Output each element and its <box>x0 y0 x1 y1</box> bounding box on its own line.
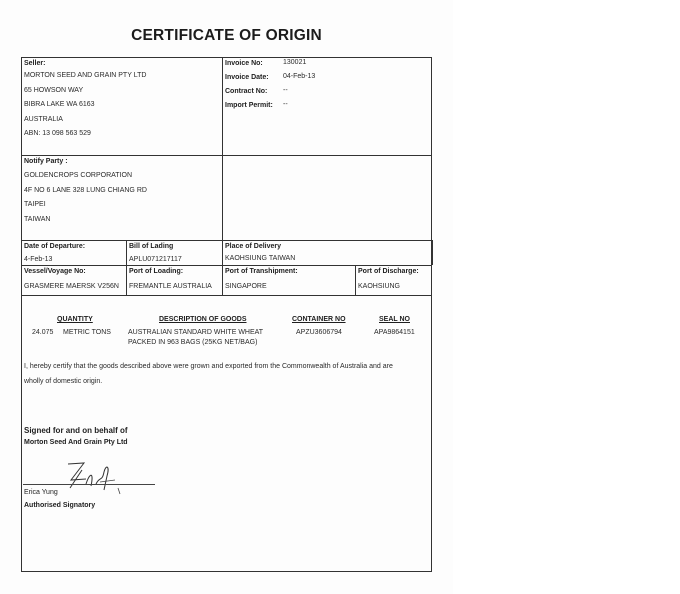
container-value: APZU3606794 <box>296 329 342 336</box>
seller-label: Seller: <box>24 60 46 67</box>
bill-of-lading-label: Bill of Lading <box>129 243 174 250</box>
seller-street: 65 HOWSON WAY <box>24 87 84 94</box>
place-of-delivery-label: Place of Delivery <box>225 243 282 250</box>
port-of-discharge-label: Port of Discharge: <box>358 268 419 275</box>
seller-country: AUSTRALIA <box>24 116 63 123</box>
notify-party-label: Notify Party : <box>24 158 68 165</box>
notify-street: 4F NO 6 LANE 328 LUNG CHIANG RD <box>24 187 147 194</box>
signature-mark <box>60 458 130 498</box>
invoice-no-value: 130021 <box>283 59 307 66</box>
delivery-right-divider <box>432 240 433 265</box>
seller-notify-divider <box>21 155 432 156</box>
contract-no-label: Contract No: <box>225 88 268 95</box>
vessel-label: Vessel/Voyage No: <box>24 268 86 275</box>
notify-shipping-divider <box>21 240 432 241</box>
description-line-1: AUSTRALIAN STANDARD WHITE WHEAT <box>128 329 264 336</box>
import-permit-value: -- <box>283 101 288 108</box>
shipping-goods-divider <box>21 295 432 296</box>
seller-name: MORTON SEED AND GRAIN PTY LTD <box>24 72 147 79</box>
discharge-divider <box>355 265 356 295</box>
seal-header: SEAL NO <box>379 316 410 323</box>
departure-value: 4-Feb-13 <box>24 256 53 263</box>
place-of-delivery-value: KAOHSIUNG TAIWAN <box>225 255 296 262</box>
seller-abn: ABN: 13 098 563 529 <box>24 130 91 137</box>
container-header: CONTAINER NO <box>292 316 346 323</box>
port-of-transhipment-label: Port of Transhipment: <box>225 268 298 275</box>
certification-line-1: I, hereby certify that the goods described above were grown and exported from the Commonwealth of Australia and are <box>24 363 393 370</box>
quantity-header: QUANTITY <box>57 316 93 323</box>
signatory-title: Authorised Signatory <box>24 502 96 509</box>
seal-value: APA9864151 <box>374 329 415 336</box>
signed-on-behalf-line-2: Morton Seed And Grain Pty Ltd <box>24 439 128 446</box>
bill-of-lading-divider <box>126 240 127 295</box>
page-title: CERTIFICATE OF ORIGIN <box>131 27 322 44</box>
departure-label: Date of Departure: <box>24 243 86 250</box>
import-permit-label: Import Permit: <box>225 102 273 109</box>
invoice-date-label: Invoice Date: <box>225 74 269 81</box>
port-of-transhipment-value: SINGAPORE <box>225 283 267 290</box>
port-of-loading-label: Port of Loading: <box>129 268 184 275</box>
quantity-unit: METRIC TONS <box>63 329 111 336</box>
description-line-2: PACKED IN 963 BAGS (25KG NET/BAG) <box>128 339 258 346</box>
invoice-date-value: 04-Feb-13 <box>283 73 316 80</box>
description-header: DESCRIPTION OF GOODS <box>159 316 247 323</box>
vessel-value: GRASMERE MAERSK V256N <box>24 283 119 290</box>
quantity-value: 24.075 <box>32 329 54 336</box>
bill-of-lading-value: APLU071217117 <box>129 256 182 263</box>
contract-no-value: -- <box>283 87 288 94</box>
invoice-no-label: Invoice No: <box>225 60 263 67</box>
seller-invoice-divider <box>222 57 223 296</box>
notify-name: GOLDENCROPS CORPORATION <box>24 172 132 179</box>
notify-city: TAIPEI <box>24 201 46 208</box>
port-of-loading-value: FREMANTLE AUSTRALIA <box>129 283 212 290</box>
signed-on-behalf-line-1: Signed for and on behalf of <box>24 426 128 435</box>
signature-line <box>23 484 155 485</box>
notify-country: TAIWAN <box>24 216 51 223</box>
signatory-name: Erica Yung <box>24 489 58 496</box>
seller-city: BIBRA LAKE WA 6163 <box>24 101 95 108</box>
certification-line-2: wholly of domestic origin. <box>24 378 103 385</box>
shipping-row-divider <box>21 265 432 266</box>
port-of-discharge-value: KAOHSIUNG <box>358 283 401 290</box>
